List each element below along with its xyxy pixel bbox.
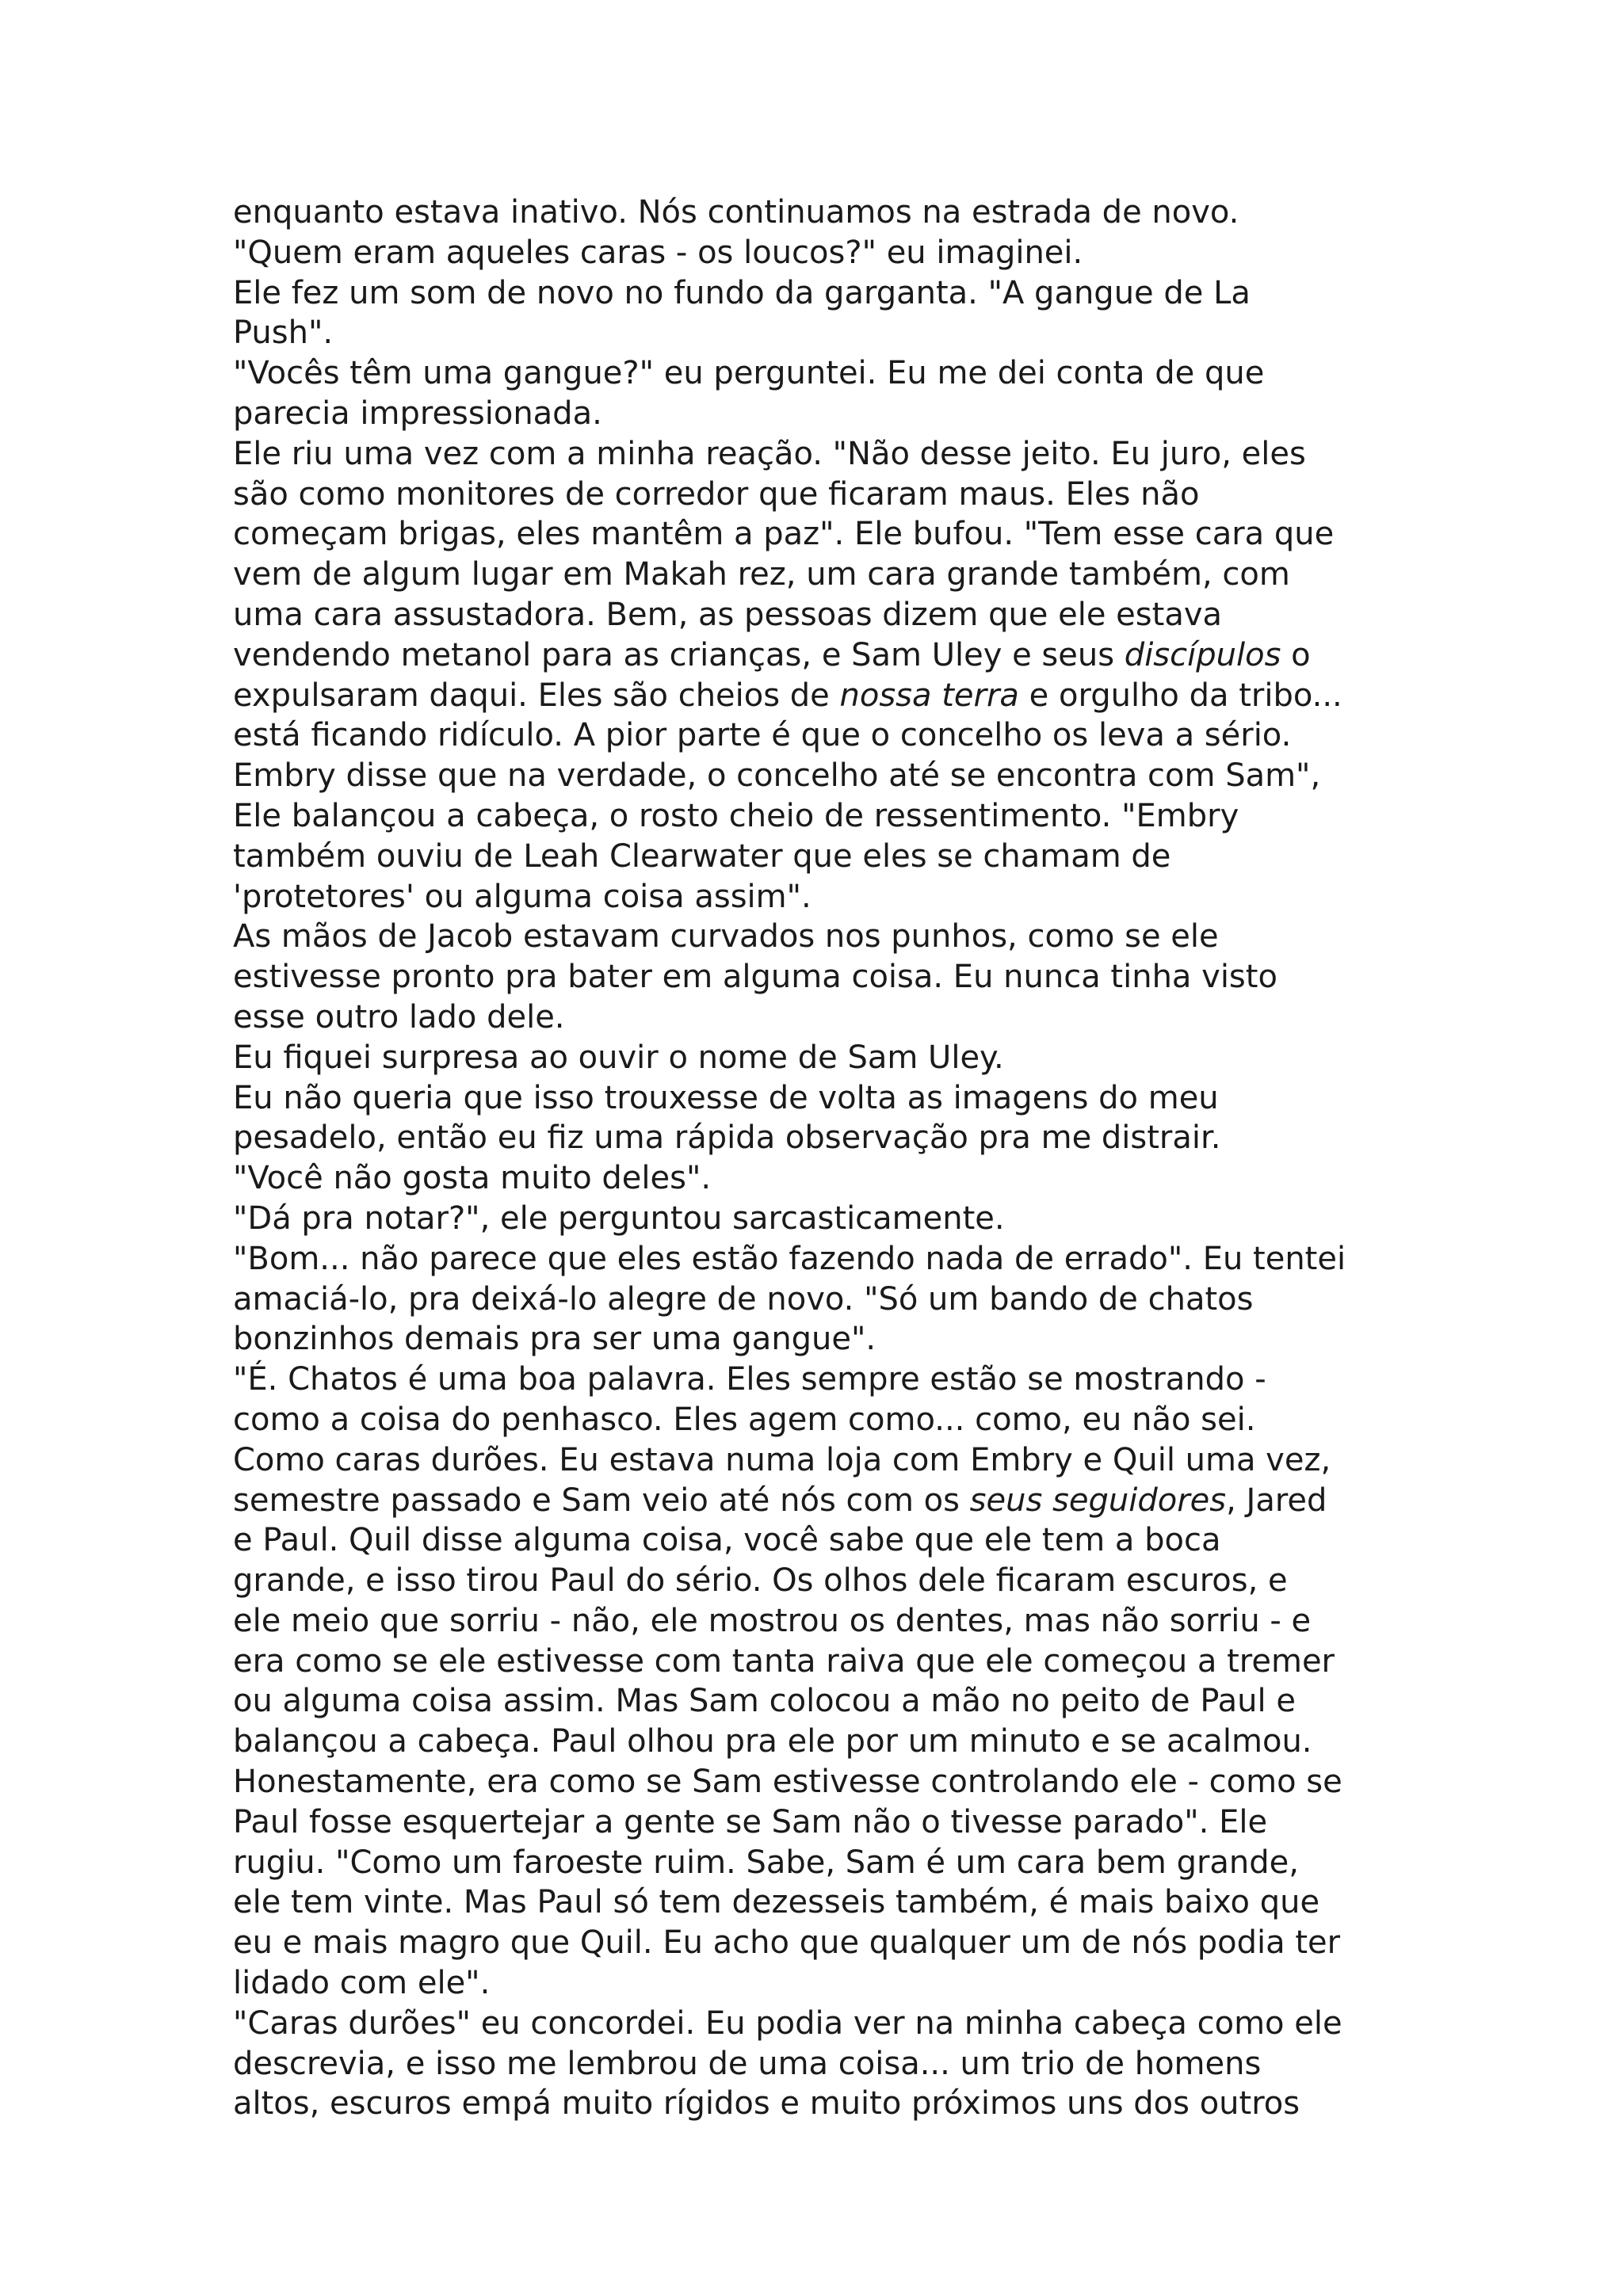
text-run: o (1281, 636, 1311, 673)
text-line (233, 1882, 1422, 1923)
text-run: eu e mais magro que Quil. Eu acho que qualquer um de nós podia ter (233, 1924, 1341, 1962)
text-line (233, 514, 1422, 555)
text-line (233, 1963, 1422, 2004)
text-run: Como caras durões. Eu estava numa loja com Embry e Quil uma vez, (233, 1441, 1331, 1478)
text-line (233, 1118, 1422, 1158)
text-line (233, 1319, 1422, 1360)
text-line (233, 1038, 1422, 1078)
text-run: ele meio que sorriu - não, ele mostrou os dentes, mas não sorriu - e (233, 1602, 1312, 1639)
text-run: Honestamente, era como se Sam estivesse controlando ele - como se (233, 1764, 1342, 1801)
text-run: ou alguma coisa assim. Mas Sam colocou a mão no peito de Paul e (233, 1683, 1296, 1720)
text-run: bonzinhos demais pra ser uma gangue". (233, 1321, 876, 1358)
text-line (233, 1520, 1422, 1561)
text-run: "Dá pra notar?", ele perguntou sarcasticamente. (233, 1199, 1005, 1237)
text-run: "Quem eram aqueles caras - os loucos?" eu imaginei. (233, 234, 1083, 271)
text-line (233, 837, 1422, 877)
text-line (233, 1440, 1422, 1481)
text-run: e orgulho da tribo... (1018, 677, 1342, 714)
italic-text: discípulos (1124, 636, 1281, 673)
text-run: esse outro lado dele. (233, 998, 565, 1035)
text-line (233, 394, 1422, 434)
text-line (233, 193, 1422, 233)
text-run: enquanto estava inativo. Nós continuamos na estrada de novo. (233, 194, 1239, 231)
text-line (233, 1722, 1422, 1762)
text-line (233, 635, 1422, 676)
text-line (233, 1601, 1422, 1642)
text-line (233, 555, 1422, 595)
body-text (233, 193, 1422, 2124)
text-line (233, 2044, 1422, 2084)
text-run: "Vocês têm uma gangue?" eu perguntei. Eu me dei conta de que (233, 355, 1265, 392)
text-line (233, 475, 1422, 515)
text-line (233, 1239, 1422, 1280)
text-line (233, 917, 1422, 957)
text-run: ele tem vinte. Mas Paul só tem dezesseis também, é mais baixo que (233, 1884, 1320, 1921)
text-run: são como monitores de corredor que ficaram maus. Eles não (233, 475, 1200, 513)
text-line (233, 595, 1422, 635)
text-line (233, 715, 1422, 756)
text-run: lidado com ele". (233, 1965, 491, 2002)
text-line (233, 1843, 1422, 1883)
text-line (233, 676, 1422, 716)
text-line (233, 1642, 1422, 1682)
text-line (233, 1400, 1422, 1440)
text-line (233, 434, 1422, 475)
text-line (233, 1762, 1422, 1802)
text-run: As mãos de Jacob estavam curvados nos punhos, como se ele (233, 918, 1219, 955)
text-run: Embry disse que na verdade, o concelho até se encontra com Sam", (233, 757, 1321, 795)
text-line (233, 1280, 1422, 1320)
text-run: Ele fez um som de novo no fundo da garganta. "A gangue de La (233, 274, 1251, 311)
text-run: parecia impressionada. (233, 395, 602, 432)
text-run: balançou a cabeça. Paul olhou pra ele por um minuto e se acalmou. (233, 1723, 1312, 1760)
text-run: Push". (233, 315, 334, 352)
italic-text: seus seguidores (969, 1482, 1227, 1519)
text-run: vendendo metanol para as crianças, e Sam Uley e seus (233, 636, 1125, 673)
text-run: amaciá-lo, pra deixá-lo alegre de novo. "Só um bando de chatos (233, 1280, 1254, 1318)
text-line (233, 1199, 1422, 1239)
text-run: altos, escuros empá muito rígidos e muito próximos uns dos outros (233, 2085, 1300, 2122)
text-run: uma cara assustadora. Bem, as pessoas dizem que ele estava (233, 596, 1223, 633)
text-line (233, 796, 1422, 837)
text-run: 'protetores' ou alguma coisa assim". (233, 878, 812, 915)
text-line (233, 1078, 1422, 1119)
text-run: rugiu. "Como um faroeste ruim. Sabe, Sam é um cara bem grande, (233, 1844, 1299, 1881)
text-line (233, 1481, 1422, 1521)
text-run: , Jared (1226, 1482, 1327, 1519)
text-line (233, 756, 1422, 796)
text-line (233, 353, 1422, 394)
text-line (233, 233, 1422, 273)
text-line (233, 1158, 1422, 1199)
text-line (233, 313, 1422, 353)
text-line (233, 1802, 1422, 1843)
text-line (233, 1360, 1422, 1400)
text-line (233, 1561, 1422, 1601)
text-run: estivesse pronto pra bater em alguma coisa. Eu nunca tinha visto (233, 959, 1277, 996)
text-run: descrevia, e isso me lembrou de uma coisa... um trio de homens (233, 2045, 1262, 2082)
text-run: Ele riu uma vez com a minha reação. "Não desse jeito. Eu juro, eles (233, 435, 1306, 472)
text-run: "É. Chatos é uma boa palavra. Eles sempre estão se mostrando - (233, 1361, 1266, 1398)
text-run: pesadelo, então eu fiz uma rápida observação pra me distrair. (233, 1119, 1221, 1157)
text-line (233, 1923, 1422, 1963)
text-run: grande, e isso tirou Paul do sério. Os olhos dele ficaram escuros, e (233, 1562, 1288, 1600)
text-run: Ele balançou a cabeça, o rosto cheio de ressentimento. "Embry (233, 797, 1239, 834)
text-line (233, 877, 1422, 917)
text-line (233, 2004, 1422, 2044)
text-run: vem de algum lugar em Makah rez, um cara grande também, com (233, 556, 1290, 593)
text-run: também ouviu de Leah Clearwater que eles se chamam de (233, 837, 1171, 875)
text-run: "Caras durões" eu concordei. Eu podia ver na minha cabeça como ele (233, 2004, 1342, 2042)
text-run: semestre passado e Sam veio até nós com os (233, 1482, 970, 1519)
text-run: Eu não queria que isso trouxesse de volta as imagens do meu (233, 1079, 1219, 1116)
text-run: "Você não gosta muito deles". (233, 1160, 712, 1197)
italic-text: nossa terra (839, 677, 1019, 714)
text-line (233, 2084, 1422, 2124)
text-run: e Paul. Quil disse alguma coisa, você sabe que ele tem a boca (233, 1522, 1221, 1559)
text-run: Eu fiquei surpresa ao ouvir o nome de Sam Uley. (233, 1039, 1004, 1076)
text-line (233, 997, 1422, 1038)
text-run: "Bom... não parece que eles estão fazendo nada de errado". Eu tentei (233, 1240, 1346, 1277)
text-line (233, 1681, 1422, 1722)
text-run: expulsaram daqui. Eles são cheios de (233, 677, 840, 714)
text-run: como a coisa do penhasco. Eles agem como... como, eu não sei. (233, 1401, 1256, 1438)
text-run: era como se ele estivesse com tanta raiva que ele começou a tremer (233, 1642, 1335, 1680)
text-line (233, 957, 1422, 997)
text-line (233, 273, 1422, 314)
text-run: Paul fosse esquertejar a gente se Sam não o tivesse parado". Ele (233, 1803, 1268, 1840)
text-run: começam brigas, eles mantêm a paz". Ele bufou. "Tem esse cara que (233, 516, 1335, 553)
text-run: está ficando ridículo. A pior parte é que o concelho os leva a sério. (233, 717, 1292, 754)
